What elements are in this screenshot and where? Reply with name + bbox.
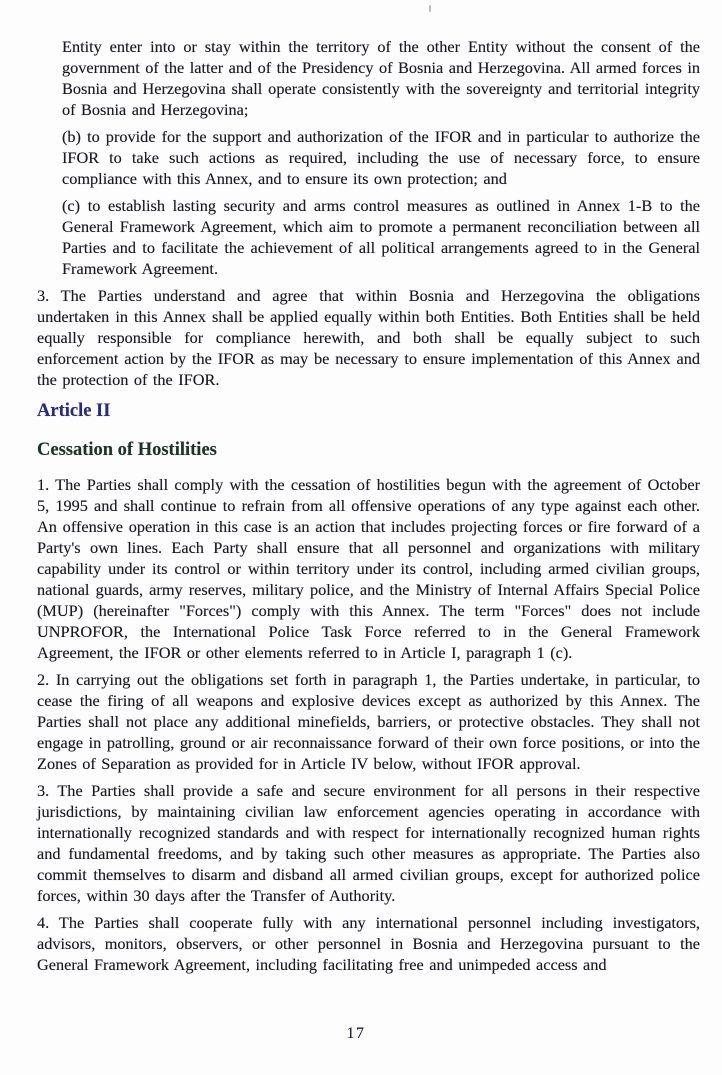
paragraph-1-cessation: 1. The Parties shall comply with the cessation of hostilities begun with the agreement of October 5, 1995 and shall continue to refrain from all offensive operations of any type against each other. An offensive operation in this case is an action that includes projecting forces or fire forward of a Party's own lines. Each Party shall ensure that all personnel and organizations with military capability under its control or within territory under its control, including armed civilian groups, national guards, army reserves, military police, and the Ministry of Internal Affairs Special Police (MUP) (hereinafter "Forces") comply with this Annex. The term "Forces" does not include UNPROFOR, the International Police Task Force referred to in the General Framework Agreement, the IFOR or other elements referred to in Article I, paragraph 1 (c).	[37, 475, 700, 662]
scan-artifact	[429, 5, 431, 12]
page-number: 17	[346, 1025, 366, 1042]
article-ii-heading: Article II	[37, 401, 111, 421]
continuation-paragraph-entity: Entity enter into or stay within the territory of the other Entity without the consent of the government of the latter and of the Presidency of Bosnia and Herzegovina. All armed forces in Bosnia and Herzegovina shall operate consistently with the sovereignty and territorial integrity of Bosnia and Herzegovina;	[62, 37, 700, 119]
subparagraph-c: (c) to establish lasting security and arms control measures as outlined in Annex 1-B to the General Framework Agreement, which aim to promote a permanent reconciliation between all Parties and to facilitate the achievement of all political arrangements agreed to in the General Framework Agreement.	[62, 196, 700, 278]
paragraph-3-safe-environment: 3. The Parties shall provide a safe and secure environment for all persons in their respective jurisdictions, by maintaining civilian law enforcement agencies operating in accordance with internationally recognized standards and with respect for internationally recognized human rights and fundamental freedoms, and by taking such other measures as appropriate. The Parties also commit themselves to disarm and disband all armed civilian groups, except for authorized police forces, within 30 days after the Transfer of Authority.	[37, 781, 700, 905]
subparagraph-b: (b) to provide for the support and authorization of the IFOR and in particular to authorize the IFOR to take such actions as required, including the use of necessary force, to ensure compliance with this Annex, and to ensure its own protection; and	[62, 127, 700, 188]
paragraph-2-cease-firing: 2. In carrying out the obligations set forth in paragraph 1, the Parties undertake, in particular, to cease the firing of all weapons and explosive devices except as authorized by this Annex. The Parties shall not place any additional minefields, barriers, or protective obstacles. They shall not engage in patrolling, ground or air reconnaissance forward of their own force positions, or into the Zones of Separation as provided for in Article IV below, without IFOR approval.	[37, 670, 700, 773]
paragraph-3-obligations: 3. The Parties understand and agree that within Bosnia and Herzegovina the obligations undertaken in this Annex shall be applied equally within both Entities. Both Entities shall be held equally responsible for compliance herewith, and both shall be equally subject to such enforcement action by the IFOR as may be necessary to ensure implementation of this Annex and the protection of the IFOR.	[37, 286, 700, 389]
cessation-of-hostilities-heading: Cessation of Hostilities	[37, 440, 217, 460]
paragraph-4-cooperation: 4. The Parties shall cooperate fully with any international personnel including investigators, advisors, monitors, observers, or other personnel in Bosnia and Herzegovina pursuant to the General Framework Agreement, including facilitating free and unimpeded access and	[37, 913, 700, 974]
